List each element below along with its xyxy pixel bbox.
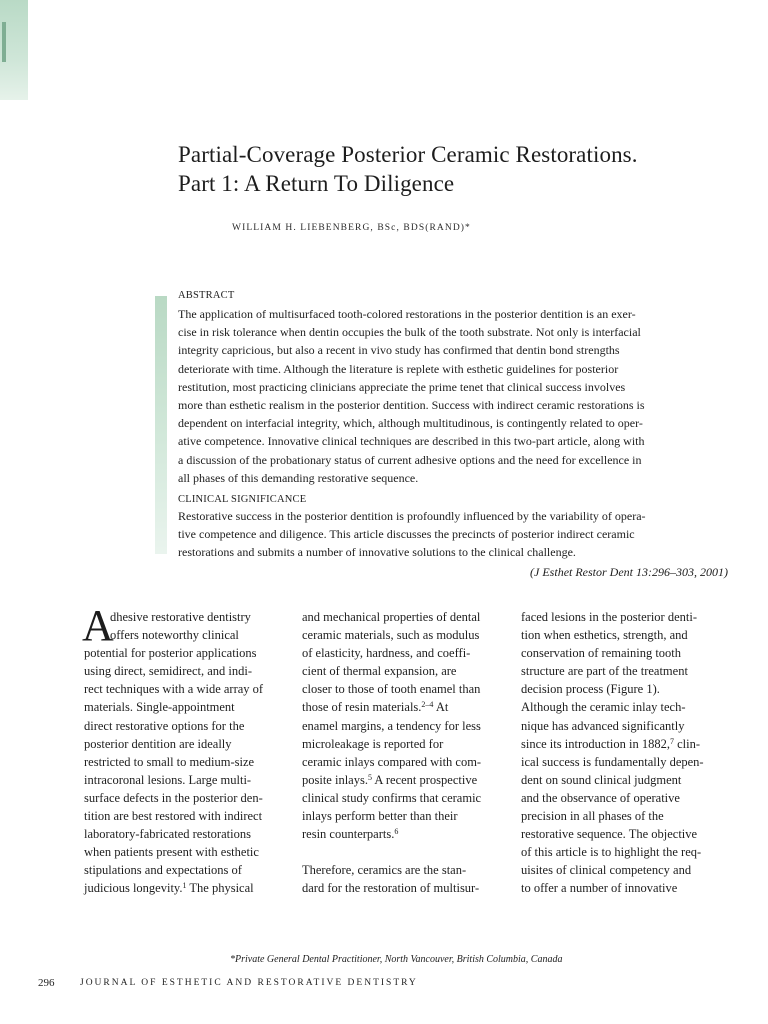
abstract-line: more than esthetic realism in the posterior dentition. Success with indirect ceramic restorations is — [178, 398, 645, 413]
body-line: decision process (Figure 1). — [521, 682, 660, 697]
reference-number: 1 — [182, 881, 187, 891]
body-line: structure are part of the treatment — [521, 664, 688, 679]
body-line: nique has advanced significantly — [521, 718, 685, 733]
article-title-line-1: Partial-Coverage Posterior Ceramic Restorations. — [178, 142, 638, 167]
body-line: dent on sound clinical judgment — [521, 772, 682, 787]
clinical-significance-line: restorations and submits a number of innovative solutions to the clinical challenge. — [178, 545, 576, 560]
reference-number: 7 — [669, 736, 674, 746]
body-line: clinical study confirms that ceramic — [302, 790, 482, 805]
abstract-line: all phases of this demanding restorative sequence. — [178, 470, 419, 485]
abstract-section — [178, 289, 728, 581]
abstract-line: a discussion of the probationary status of current adhesive options and the need for excellence in — [178, 452, 642, 467]
body-line: ical success is fundamentally depen- — [521, 754, 704, 769]
body-line: offers noteworthy clinical — [110, 628, 239, 643]
body-line: ceramic materials, such as modulus — [302, 628, 480, 643]
body-line: precision in all phases of the — [521, 809, 664, 824]
body-line-with-reference — [302, 698, 510, 716]
body-line: posterior dentition are ideally — [84, 736, 232, 751]
article-title — [178, 140, 738, 198]
body-line: Therefore, ceramics are the stan- — [302, 863, 467, 878]
body-line: tion when esthetics, strength, and — [521, 628, 688, 643]
body-line: dhesive restorative dentistry — [110, 610, 251, 624]
reference-text: judicious longevity. — [84, 881, 183, 896]
body-line: using direct, semidirect, and indi- — [84, 664, 253, 679]
journal-running-footer: JOURNAL OF ESTHETIC AND RESTORATIVE DENTISTRY — [80, 978, 418, 988]
clinical-significance-body — [178, 507, 728, 562]
body-line-with-reference — [521, 735, 731, 753]
abstract-line: dependent on interfacial integrity, which, although multitudinous, is contingently related to oper- — [178, 416, 643, 431]
body-line: intracoronal lesions. Large multi- — [84, 772, 252, 787]
abstract-line: cise in risk tolerance when dentin occupies the bulk of the tooth substrate. Not only is interfacial — [178, 325, 641, 340]
body-line: of elasticity, hardness, and coeffi- — [302, 646, 471, 661]
body-line: materials. Single-appointment — [84, 700, 235, 715]
body-line-with-reference — [302, 771, 510, 789]
page-number: 296 — [38, 977, 55, 989]
reference-text: resin counterparts. — [302, 827, 395, 842]
body-line: direct restorative options for the — [84, 718, 245, 733]
body-line: to offer a number of innovative — [521, 881, 678, 896]
body-line: of this article is to highlight the req- — [521, 845, 702, 860]
body-line: Although the ceramic inlay tech- — [521, 700, 686, 715]
reference-number: 6 — [394, 827, 399, 837]
body-line: inlays perform better than their — [302, 809, 458, 824]
abstract-body — [178, 305, 728, 487]
clinical-significance-line: Restorative success in the posterior dentition is profoundly influenced by the variability of opera- — [178, 509, 646, 524]
clinical-significance-label: CLINICAL SIGNIFICANCE — [178, 494, 307, 506]
reference-continuation: The physical — [186, 881, 254, 896]
body-line: faced lesions in the posterior denti- — [521, 610, 697, 624]
clinical-significance-line: tive competence and diligence. This article discusses the precincts of posterior indirect ceramic — [178, 527, 635, 542]
reference-text: those of resin materials. — [302, 700, 422, 715]
journal-citation — [178, 563, 728, 581]
reference-continuation: At — [433, 700, 449, 715]
reference-continuation: A recent prospective — [371, 772, 478, 787]
corner-tab-mark — [2, 22, 6, 62]
reference-number: 5 — [367, 772, 372, 782]
body-line: restricted to small to medium-size — [84, 754, 255, 769]
body-line: stipulations and expectations of — [84, 863, 242, 878]
body-line: dard for the restoration of multisur- — [302, 881, 480, 896]
reference-number: 2–4 — [421, 700, 434, 710]
body-line: laboratory-fabricated restorations — [84, 827, 251, 842]
author-affiliation-footnote: *Private General Dental Practitioner, North Vancouver, British Columbia, Canada — [230, 954, 563, 965]
body-line: ceramic inlays compared with com- — [302, 754, 482, 769]
reference-text: posite inlays. — [302, 772, 368, 787]
drop-cap: A — [82, 601, 114, 650]
body-column-1 — [82, 601, 290, 898]
article-title-line-2: Part 1: A Return To Diligence — [178, 171, 455, 196]
body-column-2 — [302, 608, 510, 898]
body-line: when patients present with esthetic — [84, 845, 259, 860]
body-line: conservation of remaining tooth — [521, 646, 682, 661]
body-line: restorative sequence. The objective — [521, 827, 698, 842]
citation-text: (J Esthet Restor Dent 13:296–303, 2001) — [530, 564, 728, 579]
abstract-line: ative competence. Innovative clinical techniques are described in this two-part article, along with — [178, 434, 645, 449]
body-column-3 — [521, 608, 731, 898]
body-line: surface defects in the posterior den- — [84, 790, 263, 805]
reference-text: since its introduction in 1882, — [521, 736, 670, 751]
body-line-with-reference — [302, 825, 510, 843]
abstract-label: ABSTRACT — [178, 290, 235, 301]
body-line: and the observance of operative — [521, 790, 680, 805]
body-line: cient of thermal expansion, are — [302, 664, 457, 679]
abstract-line: The application of multisurfaced tooth-colored restorations in the posterior dentition is an exer- — [178, 307, 636, 321]
body-line: rect techniques with a wide array of — [84, 682, 264, 697]
body-line: uisites of clinical competency and — [521, 863, 692, 878]
body-line: tition are best restored with indirect — [84, 809, 263, 824]
body-line-with-reference — [84, 879, 290, 897]
abstract-line: integrity capricious, but also a recent in vivo study has confirmed that dentin bond strengths — [178, 343, 620, 358]
body-line: microleakage is reported for — [302, 736, 444, 751]
body-line: potential for posterior applications — [84, 646, 257, 661]
corner-color-tab — [0, 0, 28, 100]
drop-cap-paragraph-start — [82, 601, 290, 650]
abstract-side-bar — [155, 296, 167, 554]
author-byline: WILLIAM H. LIEBENBERG, BSc, BDS(RAND)* — [232, 223, 471, 233]
abstract-line: restitution, most practicing clinicians appreciate the prime tenet that clinical success involves — [178, 379, 626, 394]
paragraph-gap — [302, 843, 510, 861]
body-line: enamel margins, a tendency for less — [302, 718, 481, 733]
body-line: closer to those of tooth enamel than — [302, 682, 481, 697]
abstract-line: deteriorate with time. Although the literature is replete with esthetic guidelines for posterior — [178, 361, 619, 376]
reference-continuation: clin- — [673, 736, 700, 751]
body-line: and mechanical properties of dental — [302, 610, 481, 624]
